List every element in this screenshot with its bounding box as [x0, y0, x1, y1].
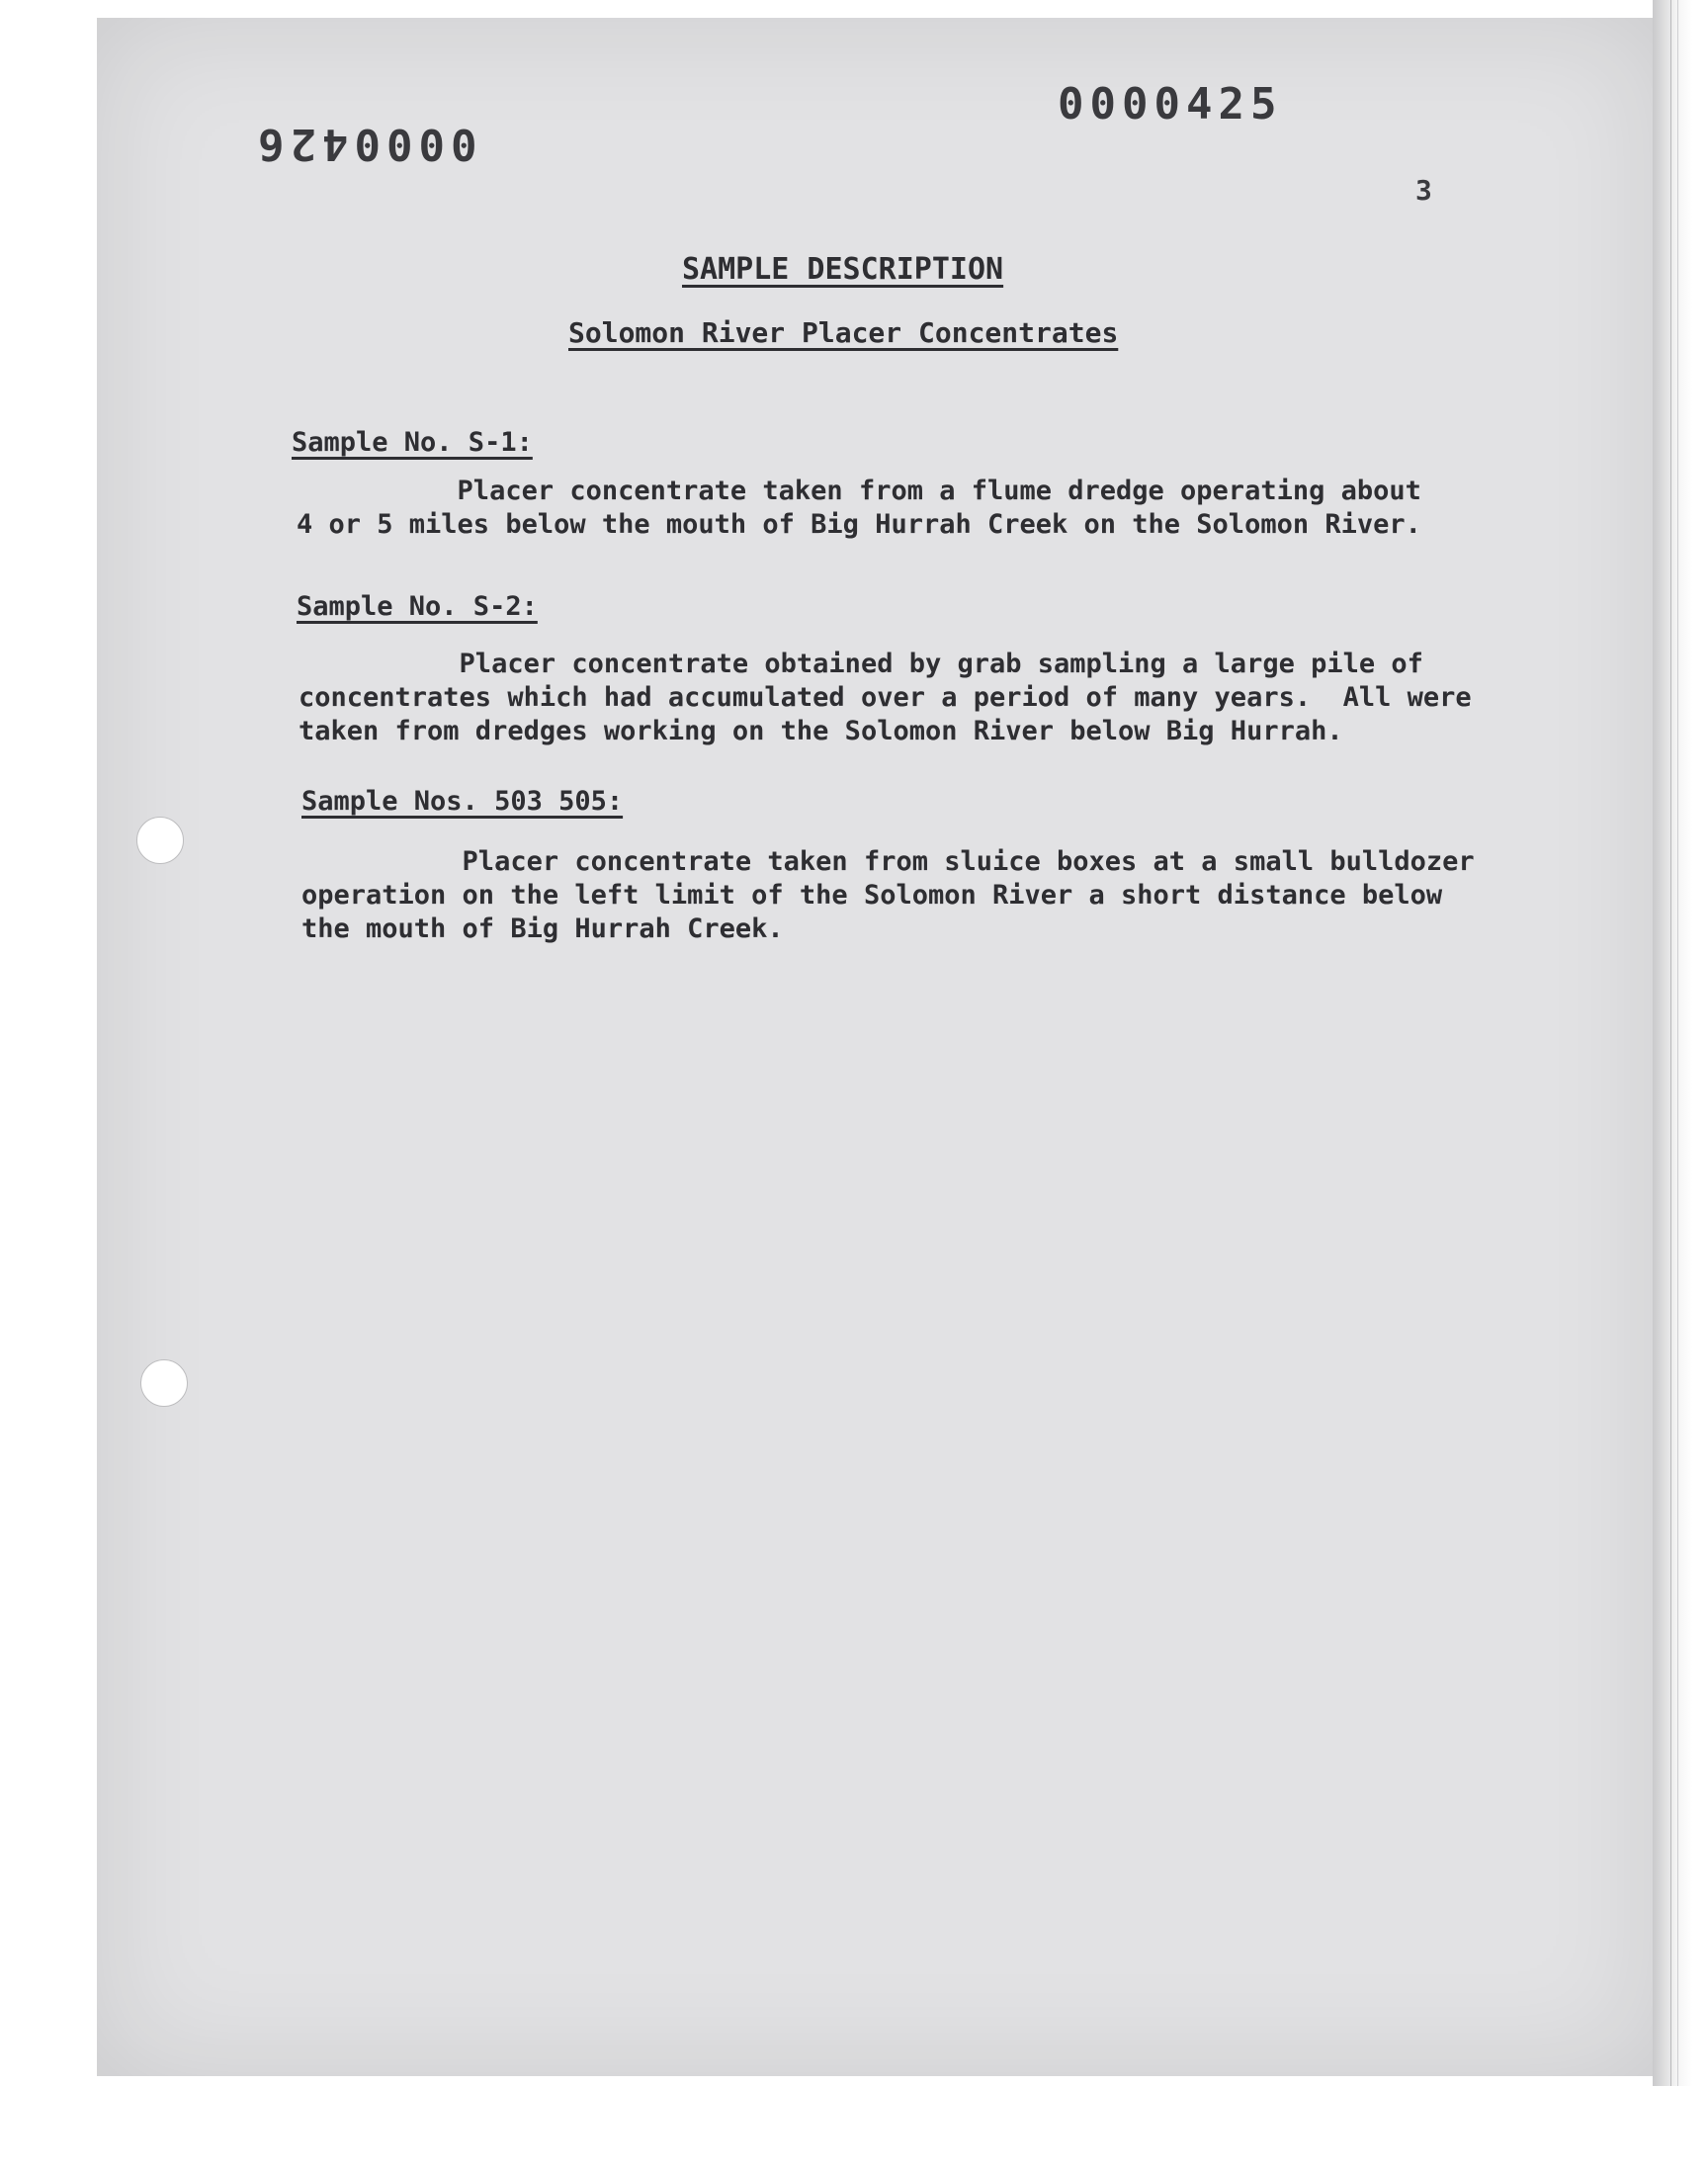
description-line: 4 or 5 miles below the mouth of Big Hurrah Creek on the Solomon River.	[297, 509, 1421, 540]
sample-heading-503-505: Sample Nos. 503 505:	[301, 786, 624, 817]
page-title: SAMPLE DESCRIPTION	[682, 252, 1004, 287]
sample-description-s1	[297, 475, 1421, 542]
sample-heading-s2: Sample No. S-2:	[297, 591, 538, 622]
punch-hole-lower	[140, 1359, 188, 1407]
description-line: Placer concentrate obtained by grab sampling a large pile of	[299, 649, 1423, 679]
punch-hole-upper	[136, 817, 184, 864]
page-number: 3	[1415, 174, 1432, 207]
document-number-stamp-flipped: 0000426	[252, 119, 477, 169]
sample-description-503-505	[301, 845, 1475, 946]
description-line: concentrates which had accumulated over a period of many years. All were	[299, 682, 1472, 713]
page-subtitle: Solomon River Placer Concentrates	[568, 316, 1119, 349]
description-line: Placer concentrate taken from sluice boxes at a small bulldozer	[301, 846, 1475, 877]
document-number-stamp: 0000425	[1058, 79, 1283, 130]
description-line: operation on the left limit of the Solomon River a short distance below	[301, 880, 1443, 911]
description-line: the mouth of Big Hurrah Creek.	[301, 914, 784, 944]
description-line: Placer concentrate taken from a flume dredge operating about	[297, 476, 1421, 506]
page-edge-lines	[1670, 0, 1678, 2086]
description-line: taken from dredges working on the Solomon River below Big Hurrah.	[299, 716, 1343, 746]
sample-description-s2	[299, 648, 1472, 748]
sample-heading-s1: Sample No. S-1:	[292, 427, 533, 458]
